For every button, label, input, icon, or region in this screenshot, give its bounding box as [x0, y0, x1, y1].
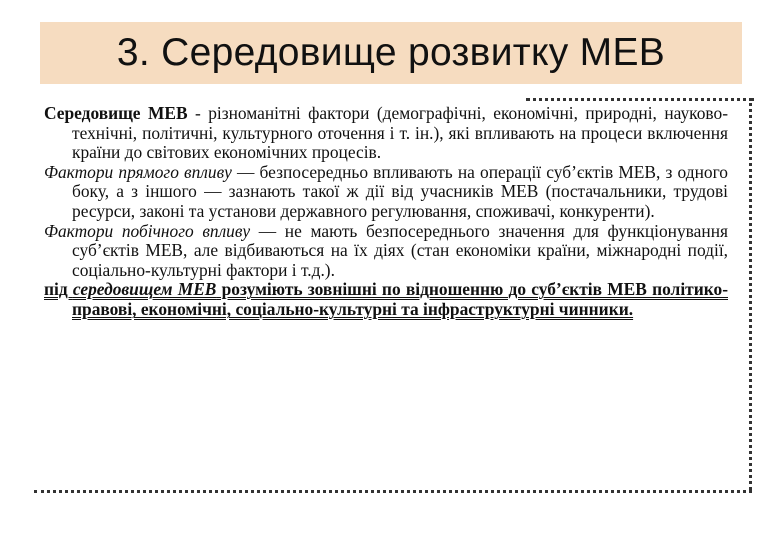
definition-direct-factors: [44, 163, 728, 222]
definition-environment-text: - різноманітні фактори (демографічні, економічні, природні, науково-технічні, політичні, культурного оточення і т. ін.), які впливають на процеси включення країни до світових економічних процесів.: [72, 103, 728, 163]
conclusion-term: середовищем МЕВ: [72, 279, 217, 300]
conclusion-lead: під: [44, 279, 73, 300]
definition-environment: [44, 104, 728, 163]
dotted-border-right: [749, 98, 752, 490]
definition-direct-factors-text: — безпосередньо впливають на операції суб’єктів МЕВ, з одного боку, а з іншого — зазнають такої ж дії від учасників МЕВ (постачальники, трудові ресурси, законі та установи державного регулювання, споживачі, конкуренти).: [72, 161, 728, 221]
definition-indirect-factors: [44, 222, 728, 281]
term-environment: Середовище МЕВ: [44, 103, 188, 123]
term-indirect-factors: Фактори побічного впливу: [44, 220, 251, 241]
definition-indirect-factors-text: — не мають безпосереднього значення для функціонування суб’єктів МЕВ, але відбиваються на їх діях (стан економіки країни, міжнародні події, соціально-культурні фактори і т.д.).: [72, 220, 728, 280]
slide-title-box: [40, 22, 742, 84]
conclusion-text: розуміють зовнішні по відношенню до суб’єктів МЕВ політико-правові, економічні, соціально-культурні та інфраструктурні чинники.: [72, 279, 728, 319]
dotted-border-top: [526, 98, 754, 101]
term-direct-factors: Фактори прямого впливу: [44, 161, 232, 182]
dotted-border-bottom: [34, 490, 752, 493]
slide-title: 3. Середовище розвитку МЕВ: [116, 31, 666, 74]
conclusion-statement: [44, 280, 728, 319]
slide-body: [44, 104, 728, 320]
